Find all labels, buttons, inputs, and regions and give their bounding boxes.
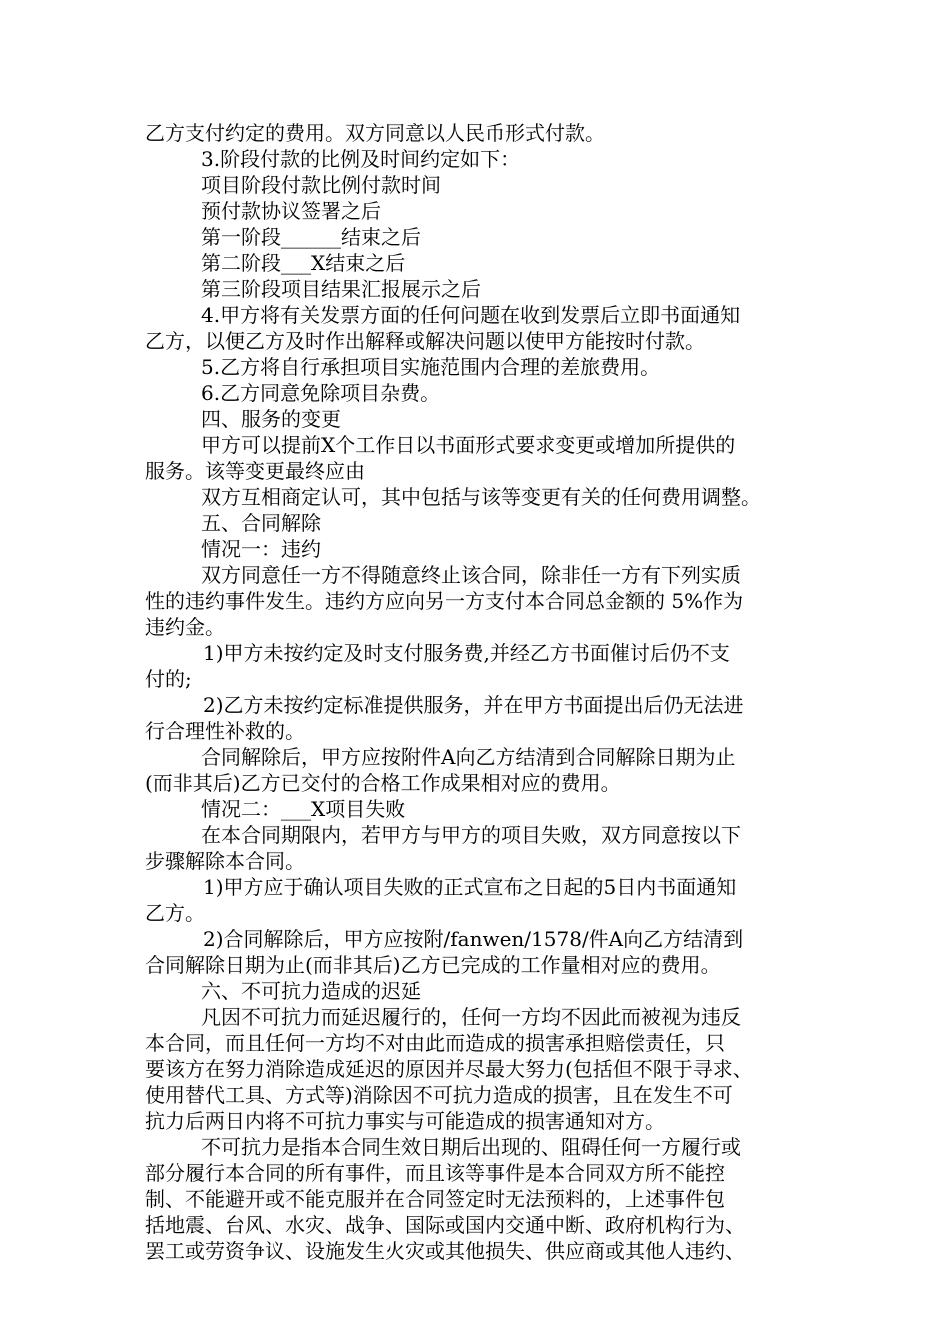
text-line: 凡因不可抗力而延迟履行的，任何一方均不因此而被视为违反 (201, 1005, 741, 1029)
text-line: 乙方。 (145, 901, 205, 925)
text-line: 双方互相商定认可，其中包括与该等变更有关的任何费用调整。 (201, 485, 761, 509)
text-line: 五、合同解除 (201, 511, 321, 535)
text-line: 本合同，而且任何一方均不对由此而造成的损害承担赔偿责任，只 (145, 1031, 725, 1055)
text-line: 2)合同解除后，甲方应按附/fanwen/1578/件A向乙方结清到 (203, 927, 744, 951)
text-line: 要该方在努力消除造成延迟的原因并尽最大努力(包括但不限于寻求、 (145, 1057, 753, 1081)
text-line: 合同解除日期为止(而非其后)乙方已完成的工作量相对应的费用。 (145, 953, 721, 977)
text-line: 5.乙方将自行承担项目实施范围内合理的差旅费用。 (201, 355, 661, 379)
text-line: 部分履行本合同的所有事件，而且该等事件是本合同双方所不能控 (145, 1161, 725, 1185)
text-line: 四、服务的变更 (201, 407, 341, 431)
text-line: 六、不可抗力造成的迟延 (201, 979, 421, 1003)
text-line: 服务。该等变更最终应由 (145, 459, 365, 483)
text-line: 合同解除后，甲方应按附件A向乙方结清到合同解除日期为止 (201, 745, 736, 769)
text-line: 第一阶段______结束之后 (201, 225, 421, 249)
text-line: 违约金。 (145, 615, 225, 639)
text-line: 双方同意任一方不得随意终止该合同，除非任一方有下列实质 (201, 563, 741, 587)
text-line: 6.乙方同意免除项目杂费。 (201, 381, 441, 405)
text-line: 性的违约事件发生。违约方应向另一方支付本合同总金额的 5%作为 (145, 589, 744, 613)
text-line: 乙方支付约定的费用。双方同意以人民币形式付款。 (145, 121, 605, 145)
text-line: 使用替代工具、方式等)消除因不可抗力造成的损害，且在发生不可 (145, 1083, 733, 1107)
text-line: 罢工或劳资争议、设施发生火灾或其他损失、供应商或其他人违约、 (145, 1239, 745, 1263)
text-line: 项目阶段付款比例付款时间 (201, 173, 441, 197)
text-line: 在本合同期限内，若甲方与甲方的项目失败，双方同意按以下 (201, 823, 741, 847)
text-line: 1)甲方应于确认项目失败的正式宣布之日起的5日内书面通知 (203, 875, 737, 899)
text-line: 甲方可以提前X个工作日以书面形式要求变更或增加所提供的 (201, 433, 736, 457)
text-line: 制、不能避开或不能克服并在合同签定时无法预料的，上述事件包 (145, 1187, 725, 1211)
text-line: 4.甲方将有关发票方面的任何问题在收到发票后立即书面通知 (201, 303, 741, 327)
text-line: 预付款协议签署之后 (201, 199, 381, 223)
text-line: 情况二：___X项目失败 (201, 797, 406, 821)
text-line: 2)乙方未按约定标准提供服务，并在甲方书面提出后仍无法进 (203, 693, 744, 717)
text-line: 行合理性补救的。 (145, 719, 305, 743)
text-line: 3.阶段付款的比例及时间约定如下： (201, 147, 521, 171)
text-line: 情况一：违约 (201, 537, 321, 561)
text-line: 第三阶段项目结果汇报展示之后 (201, 277, 481, 301)
document-page (145, 120, 815, 1264)
text-line: 付的; (145, 667, 192, 691)
text-line: 乙方，以便乙方及时作出解释或解决问题以使甲方能按时付款。 (145, 329, 705, 353)
text-line: 1)甲方未按约定及时支付服务费,并经乙方书面催讨后仍不支 (203, 641, 730, 665)
text-line: 第二阶段___X结束之后 (201, 251, 406, 275)
text-line: 抗力后两日内将不可抗力事实与可能造成的损害通知对方。 (145, 1109, 665, 1133)
text-line: 括地震、台风、水灾、战争、国际或国内交通中断、政府机构行为、 (145, 1213, 745, 1237)
text-line: 不可抗力是指本合同生效日期后出现的、阻碍任何一方履行或 (201, 1135, 741, 1159)
text-line: 步骤解除本合同。 (145, 849, 305, 873)
text-line: (而非其后)乙方已交付的合格工作成果相对应的费用。 (145, 771, 621, 795)
